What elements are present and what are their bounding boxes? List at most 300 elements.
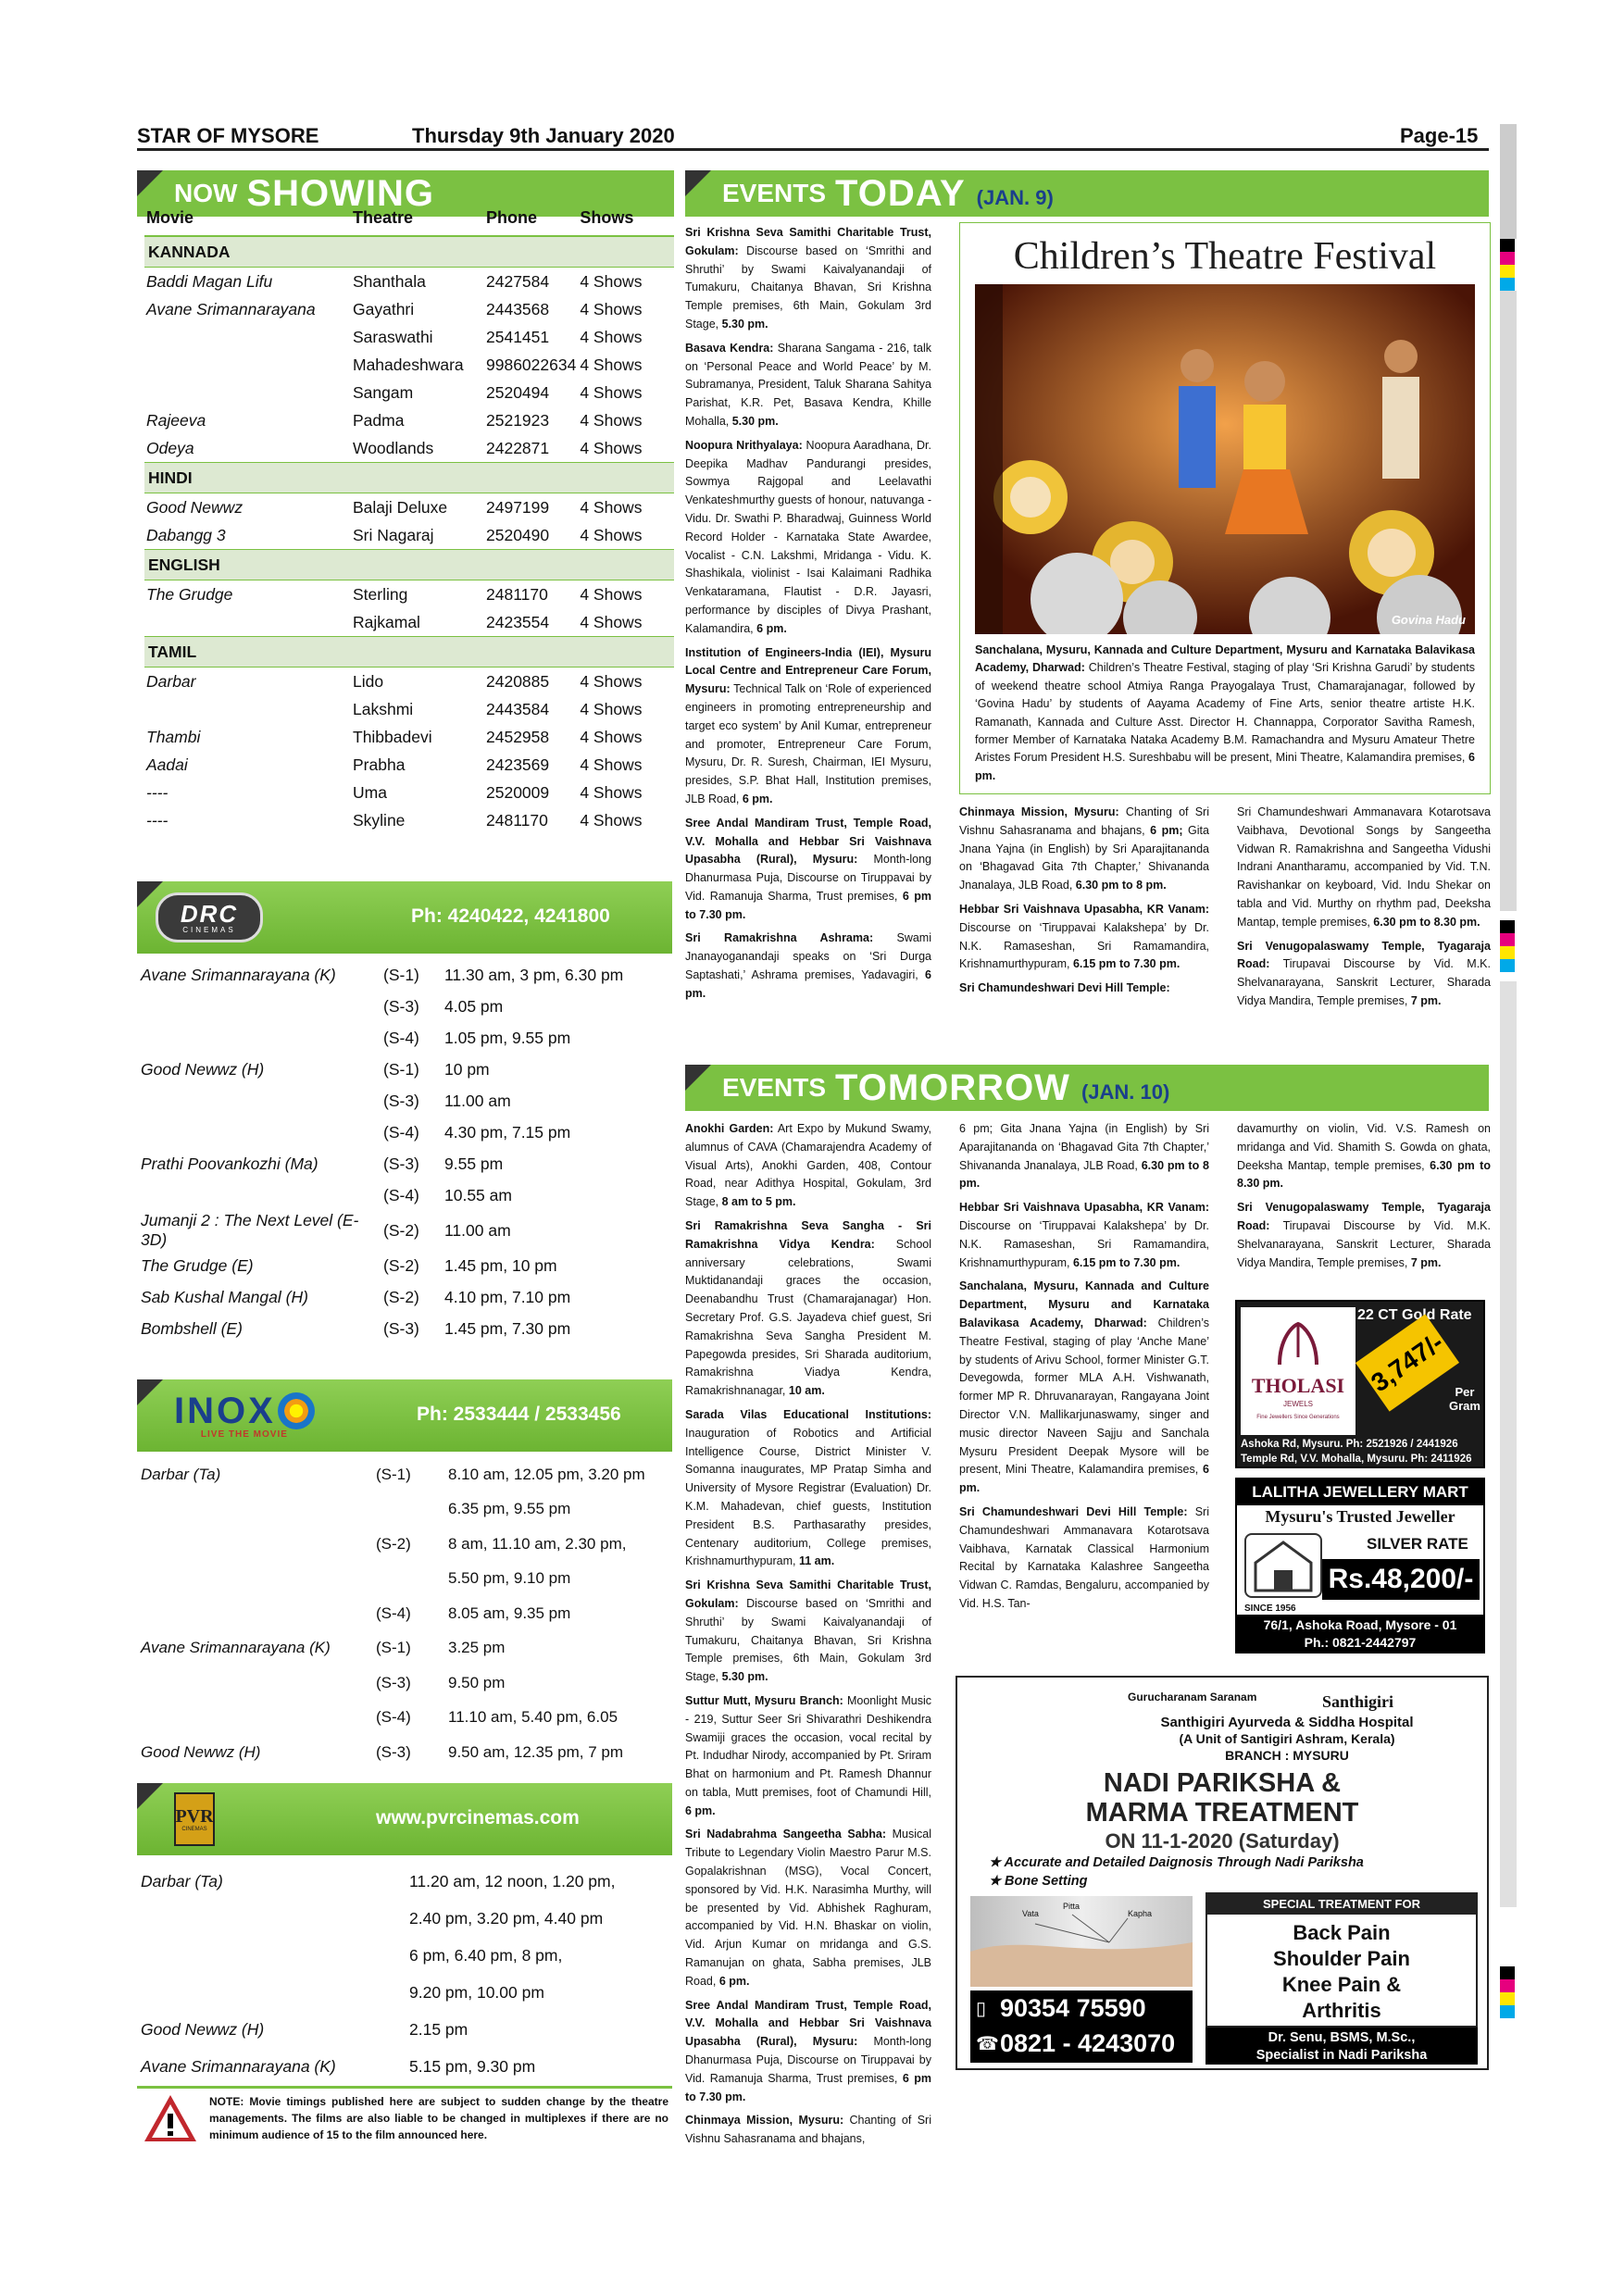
movie-name: Rajeeva bbox=[146, 411, 206, 430]
registration-mark-grey-3 bbox=[1500, 981, 1517, 1907]
movie-name: Jumanji 2 : The Next Level (E-3D) bbox=[141, 1211, 359, 1249]
showtime-row bbox=[137, 1735, 672, 1770]
silver-price: Rs.48,200/- bbox=[1322, 1559, 1480, 1600]
showtime-row bbox=[137, 2011, 672, 2048]
event-item bbox=[685, 1217, 931, 1401]
showtime-row bbox=[137, 1281, 672, 1313]
event-organizer: Sree Andal Mandiram Trust, Temple Road, V.V. Mohalla and Hebbar Sri Vaishnava Upasabha (Rural), Mysuru: bbox=[685, 1998, 931, 2049]
event-time: 6 pm. bbox=[756, 621, 787, 635]
theatre-phone: 2520494 bbox=[486, 383, 550, 402]
screen-number bbox=[372, 1492, 444, 1528]
show-times: 8 am, 11.10 am, 2.30 pm, bbox=[448, 1534, 627, 1553]
event-details-2: Gita Jnana Yajna (in English) by Sri Aparajitananda on ‘Bhagavad Gita 7th Chapter,’ Shivananda Jnanalaya, JLB Road, bbox=[959, 823, 1209, 892]
movie-name: Darbar (Ta) bbox=[141, 1465, 221, 1483]
movie-name: Thambi bbox=[146, 728, 201, 746]
event-organizer: Sri Ramakrishna Ashrama: bbox=[685, 931, 874, 945]
show-count: 4 Shows bbox=[580, 613, 643, 631]
show-count: 4 Shows bbox=[580, 526, 643, 544]
show-times: 6.35 pm, 9.55 pm bbox=[448, 1500, 571, 1518]
event-item bbox=[685, 644, 931, 809]
listing-row bbox=[144, 379, 674, 406]
showtime-row bbox=[137, 1457, 672, 1492]
event-organizer: Sri Krishna Seva Samithi Charitable Trust, Gokulam: bbox=[685, 1578, 931, 1610]
tholasi-logo-panel bbox=[1241, 1307, 1355, 1435]
event-item bbox=[685, 1692, 931, 1821]
treat-back: Back Pain bbox=[1293, 1921, 1391, 1944]
theatre-name: Sangam bbox=[353, 383, 414, 402]
event-item bbox=[685, 340, 931, 431]
event-details: Noopura Aaradhana, Dr. Deepika Madhav Pandurangi presides, Sowmya Rajgopal and Leelavathi Venkateshmurthy guests of honour, natuvanga - Vidu. Dr. Swathi P. Bharadwaj, Guinness World Record Holder - Karnataka State Awardee, Vocalist - C.N. Lakshmi, Mridanga - Vidu. K. Shashikala, violinist - Isai Kalaimani Radhika Venkataramana, Flautist - D.R. Jayasri, performance by disciples of Divya Prashant, Kalamandira, bbox=[685, 438, 931, 635]
doctor-name: Dr. Senu, BSMS, M.Sc., bbox=[1268, 2030, 1416, 2045]
event-organizer: Sri Chamundeshwari Devi Hill Temple: bbox=[959, 1504, 1188, 1518]
theatre-phone: 2422871 bbox=[486, 439, 550, 457]
screen-number: (S-3) bbox=[376, 1673, 411, 1691]
theatre-name: Woodlands bbox=[353, 439, 434, 457]
event-item bbox=[685, 1120, 931, 1212]
movie-name: Sab Kushal Mangal (H) bbox=[141, 1287, 308, 1306]
childrens-theatre-feature bbox=[959, 222, 1491, 794]
registration-mark-magenta bbox=[1500, 252, 1515, 265]
movie-name bbox=[137, 1022, 380, 1054]
event-time-2: 6.30 pm to 8 pm. bbox=[1075, 879, 1167, 892]
showtime-row bbox=[137, 1211, 672, 1250]
listing-row bbox=[144, 608, 674, 637]
event-time: 6.15 pm to 7.30 pm. bbox=[1072, 1255, 1181, 1269]
language-row bbox=[144, 463, 674, 493]
screen-number: (S-4) bbox=[376, 1708, 411, 1727]
theatre-name: Thibbadevi bbox=[353, 728, 432, 746]
event-details: davamurthy on violin, Vid. V.S. Ramesh on mridanga and Vid. Shamith S. Gowda on ghata, Deeksha Mantap, temple premises, bbox=[1237, 1122, 1491, 1172]
event-item bbox=[685, 930, 931, 1003]
special-label: SPECIAL TREATMENT FOR bbox=[1207, 1894, 1476, 1915]
theatre-name: Sterling bbox=[353, 585, 408, 604]
movie-name bbox=[144, 608, 351, 637]
theatre-phone: 2497199 bbox=[486, 498, 550, 517]
event-organizer: Sri Venugopalaswamy Temple, Tyagaraja Road: bbox=[1237, 939, 1491, 971]
theatre-phone: 2420885 bbox=[486, 672, 550, 691]
pvr-header bbox=[137, 1783, 672, 1855]
showtime-row bbox=[137, 1117, 672, 1148]
screen-number: (S-3) bbox=[383, 1318, 419, 1338]
event-time: 11 am. bbox=[798, 1554, 835, 1568]
event-organizer: Sri Chamundeshwari Devi Hill Temple: bbox=[959, 981, 1170, 995]
event-item bbox=[1237, 1120, 1491, 1193]
theatre-phone: 2541451 bbox=[486, 328, 550, 346]
registration-mark-black bbox=[1500, 239, 1515, 252]
event-time: 7 pm. bbox=[1410, 1255, 1442, 1269]
kapha-label: Kapha bbox=[1128, 1909, 1153, 1918]
paper-name: STAR OF MYSORE bbox=[137, 124, 319, 147]
screen-number: (S-2) bbox=[383, 1287, 419, 1306]
event-organizer: Basava Kendra: bbox=[685, 341, 774, 355]
show-count: 4 Shows bbox=[580, 272, 643, 291]
event-time: 6 pm; bbox=[1150, 823, 1183, 837]
marma-heading: MARMA TREATMENT bbox=[1085, 1798, 1359, 1828]
movie-name: Bombshell (E) bbox=[141, 1318, 243, 1338]
movie-name bbox=[144, 351, 351, 379]
event-organizer: Sri Krishna Seva Samithi Charitable Trust, Gokulam: bbox=[685, 226, 931, 257]
screen-number: (S-4) bbox=[383, 1028, 419, 1047]
event-time: 6 pm. bbox=[742, 792, 773, 805]
screen-number: (S-3) bbox=[376, 1742, 411, 1761]
lalitha-tagline: Mysuru's Trusted Jeweller bbox=[1265, 1507, 1455, 1526]
show-times: 10.55 am bbox=[444, 1185, 512, 1204]
event-organizer: Sri Ramakrishna Seva Sangha - Sri Ramakrishna Vidya Kendra: bbox=[685, 1218, 931, 1251]
show-times: 4.05 pm bbox=[444, 996, 504, 1016]
registration-mark-cyan-2 bbox=[1500, 959, 1515, 972]
events-today-col2 bbox=[959, 804, 1209, 1004]
feature-title: Children’s Theatre Festival bbox=[1013, 235, 1437, 278]
theatre-name: Skyline bbox=[353, 811, 406, 830]
event-organizer: Noopura Nrithyalaya: bbox=[685, 438, 803, 452]
theatre-phone: 2520490 bbox=[486, 526, 550, 544]
theatre-name: Prabha bbox=[353, 755, 406, 774]
event-item bbox=[685, 815, 931, 925]
theatre-name: Uma bbox=[353, 783, 387, 802]
event-organizer: Chinmaya Mission, Mysuru: bbox=[685, 2114, 844, 2128]
treatment-date: ON 11-1-2020 (Saturday) bbox=[1105, 1829, 1340, 1853]
event-details: Month-long Dhanurmasa Puja, Discourse on Tiruppavai by Vid. Ramanuja Sharma, Trust premises, bbox=[685, 853, 931, 903]
drc-phone: Ph: 4240422, 4241800 bbox=[411, 905, 610, 927]
movie-name bbox=[137, 1117, 380, 1148]
language-row bbox=[144, 550, 674, 580]
show-times: 9.50 pm bbox=[448, 1673, 506, 1691]
theatre-phone: 2443584 bbox=[486, 700, 550, 718]
col-shows: Shows bbox=[578, 206, 674, 236]
show-count: 4 Shows bbox=[580, 585, 643, 604]
tomorrow-label: TOMORROW bbox=[835, 1067, 1070, 1108]
lalitha-address: 76/1, Ashoka Road, Mysore - 01 bbox=[1263, 1617, 1457, 1632]
event-item bbox=[959, 1199, 1209, 1272]
tholasi-tagline: Fine Jewellers Since Generations bbox=[1256, 1415, 1340, 1420]
registration-mark-yellow-2 bbox=[1500, 946, 1515, 959]
event-organizer: Chinmaya Mission, Mysuru: bbox=[959, 805, 1119, 818]
show-count: 4 Shows bbox=[580, 439, 643, 457]
language-row bbox=[144, 637, 674, 668]
theatre-name: Rajkamal bbox=[353, 613, 420, 631]
showtime-row bbox=[137, 1937, 672, 1974]
caption-lead: Sanchalana, Mysuru, Kannada and Culture Department, Mysuru and Karnataka Balavikasa Academy, Dharwad: bbox=[975, 643, 1475, 675]
movie-name: The Grudge (E) bbox=[141, 1255, 254, 1275]
showtime-row bbox=[137, 1596, 672, 1631]
listing-row bbox=[144, 268, 674, 296]
treat-shoulder: Shoulder Pain bbox=[1273, 1947, 1410, 1970]
event-details: Art Expo by Mukund Swamy, alumnus of CAVA (Chamarajendra Academy of Visual Arts), Anokhi Garden, 408, Contour Road, near Adithya Hospital, Gokulam, 3rd Stage, bbox=[685, 1122, 931, 1209]
tholasi-brand-sub: JEWELS bbox=[1282, 1400, 1313, 1408]
event-details: Discourse based on ‘Smrithi and Shruthi’ by Swami Kaivalyanandaji of Tumakuru, Chaitanya Bhavan, Sri Krishna Temple premises, 6th Main, Gokulam 3rd Stage, bbox=[685, 243, 931, 331]
corner-mark bbox=[137, 1783, 163, 1809]
show-times: 1.05 pm, 9.55 pm bbox=[444, 1028, 571, 1047]
event-item bbox=[959, 1120, 1209, 1193]
pvr-logo-text: PVR bbox=[175, 1806, 214, 1827]
drc-logo bbox=[156, 892, 263, 942]
inox-logo-sub: LIVE THE MOVIE bbox=[200, 1429, 288, 1440]
event-time: 7 pm. bbox=[1410, 993, 1442, 1007]
show-times: 11.10 am, 5.40 pm, 6.05 bbox=[448, 1708, 618, 1727]
pvr-showtimes bbox=[137, 1863, 672, 2085]
theatre-phone: 2521923 bbox=[486, 411, 550, 430]
event-item bbox=[685, 1406, 931, 1571]
theatre-phone: 2452958 bbox=[486, 728, 550, 746]
movie-name: Darbar bbox=[146, 672, 196, 691]
show-times: 9.50 am, 12.35 pm, 7 pm bbox=[448, 1742, 623, 1761]
event-details: Discourse on ‘Tiruppavai Kalakshepa’ by Dr. N.K. Ramaseshan, Sri Ramamandira, Krishnamurthypuram, bbox=[959, 920, 1209, 971]
show-count: 4 Shows bbox=[580, 728, 643, 746]
registration-mark-black-3 bbox=[1500, 1966, 1515, 1979]
event-time: 6 pm. bbox=[685, 1803, 716, 1817]
now-label: NOW bbox=[174, 179, 238, 207]
listing-row bbox=[144, 695, 674, 723]
pvr-box bbox=[137, 1783, 672, 2085]
movie-name: Dabangg 3 bbox=[146, 526, 226, 544]
show-times: 1.45 pm, 10 pm bbox=[444, 1255, 557, 1275]
theatre-name: Lido bbox=[353, 672, 384, 691]
theatre-phone: 2423554 bbox=[486, 613, 550, 631]
event-time: 8 am to 5 pm. bbox=[721, 1195, 796, 1209]
pulse-photo bbox=[970, 1896, 1193, 1987]
event-details: Musical Tribute to Legendary Violin Maestro Parur M.S. Gopalakrishnan (MSG), Vocal Concert, sponsored by Vid. H.K. Narasimha Murthy, will be presented by Vid. Abhishek Raghuram, accompanied by Vid. H.N. Bhaskar on violin, Vid. Arjun Kumar on mridanga and G.S. Ramanujan on ghata, Sabha premises, JLB Road, bbox=[685, 1828, 932, 1988]
movie-name: The Grudge bbox=[146, 585, 233, 604]
event-time: 6.15 pm to 7.30 pm. bbox=[1072, 957, 1181, 971]
event-time: 10 am. bbox=[788, 1384, 825, 1398]
caption-time: 6 pm. bbox=[975, 751, 1475, 782]
warning-icon bbox=[143, 2093, 198, 2143]
showtime-row bbox=[137, 1863, 672, 1900]
event-item bbox=[959, 980, 1209, 998]
bullet-diagnosis: ★ Accurate and Detailed Daignosis Through Nadi Pariksha bbox=[989, 1855, 1364, 1870]
movie-name: Prathi Poovankozhi (Ma) bbox=[141, 1154, 319, 1173]
movie-name bbox=[137, 991, 380, 1022]
theatre-phone: 2520009 bbox=[486, 783, 550, 802]
theatre-name: Sri Nagaraj bbox=[353, 526, 434, 544]
show-times: 9.55 pm bbox=[444, 1154, 504, 1173]
screen-number: (S-1) bbox=[383, 965, 419, 984]
registration-mark-yellow-3 bbox=[1500, 1992, 1515, 2005]
col-phone: Phone bbox=[484, 206, 578, 236]
event-time: 6 pm. bbox=[959, 1463, 1209, 1495]
screen-number: (S-4) bbox=[383, 1122, 419, 1142]
listing-row bbox=[144, 406, 674, 434]
showtime-row bbox=[137, 991, 672, 1022]
language-label: ENGLISH bbox=[144, 550, 674, 580]
today-date: (JAN. 9) bbox=[976, 186, 1054, 209]
listing-row bbox=[144, 723, 674, 751]
photo-credit: Govina Hadu bbox=[1391, 613, 1466, 627]
event-organizer: Institution of Engineers-India (IEI), Mysuru Local Centre and Entrepreneur Care Forum, Mysuru: bbox=[685, 645, 931, 696]
event-details: Children’s Theatre Festival, staging of play ‘Anche Mane’ by students of Arivu School, former Minister G.T. Devegowda, former MLA A.H. Vishwanath, former MP R. Dhruvanarayan, Rangayana Joint Director V.N. Mallikarjunaswamy, singer and music director Naveen Sajju and Sanchala Mysuru President Deepak Mysore will be present, Mini Theatre, Kalamandira premises, bbox=[959, 1316, 1210, 1477]
movie-name: Good Newwz bbox=[146, 498, 244, 517]
events-label-2: EVENTS bbox=[722, 1073, 827, 1102]
show-times: 2.40 pm, 3.20 pm, 4.40 pm bbox=[409, 1908, 604, 1928]
col-movie: Movie bbox=[144, 206, 351, 236]
event-details: Tirupavai Discourse by Vid. M.K. Shelvanarayana, Sanskrit Lecturer, Sharada Vidya Mandira, Temple premises, bbox=[1237, 957, 1491, 1007]
registration-mark-grey bbox=[1500, 124, 1517, 239]
inox-showtimes bbox=[137, 1457, 672, 1770]
event-details: Chanting of Sri Vishnu Sahasranama and bhajans, bbox=[959, 805, 1209, 837]
col-theatre: Theatre bbox=[351, 206, 484, 236]
corner-mark bbox=[137, 1379, 163, 1405]
listing-row bbox=[144, 434, 674, 463]
pvr-logo-sub: CINEMAS bbox=[181, 1827, 207, 1832]
showtime-row bbox=[137, 1022, 672, 1054]
listing-row bbox=[144, 295, 674, 323]
theatre-name: Balaji Deluxe bbox=[353, 498, 448, 517]
showtime-row bbox=[137, 1179, 672, 1211]
show-times: 11.20 am, 12 noon, 1.20 pm, bbox=[409, 1871, 616, 1890]
showtime-row bbox=[137, 1148, 672, 1179]
movie-name bbox=[137, 1974, 406, 2011]
movie-name: Odeya bbox=[146, 439, 194, 457]
event-time: 6 pm. bbox=[718, 1974, 750, 1988]
events-today-header bbox=[685, 170, 1489, 217]
events-today-col1 bbox=[685, 224, 931, 1009]
movie-name bbox=[137, 1562, 372, 1597]
mobile-icon: ▯ bbox=[976, 1998, 987, 2019]
event-item bbox=[685, 1997, 931, 2107]
corner-mark bbox=[685, 1065, 711, 1091]
event-item bbox=[685, 437, 931, 639]
screen-number: (S-2) bbox=[376, 1534, 411, 1553]
show-count: 4 Shows bbox=[580, 383, 643, 402]
per-gram: Per Gram bbox=[1449, 1385, 1480, 1413]
bullet-bone: ★ Bone Setting bbox=[989, 1874, 1088, 1889]
header-rule bbox=[137, 148, 1489, 151]
registration-mark-magenta-3 bbox=[1500, 1979, 1515, 1992]
tholasi-address-2: Temple Rd, V.V. Mohalla, Mysuru. Ph: 2411926 bbox=[1241, 1454, 1472, 1465]
movie-name bbox=[137, 1179, 380, 1211]
theatre-name: Padma bbox=[353, 411, 405, 430]
treat-knee: Knee Pain & bbox=[1281, 1973, 1402, 1996]
now-showing-table bbox=[144, 206, 674, 834]
inox-sun-icon bbox=[278, 1392, 315, 1429]
temple-logo bbox=[1244, 1533, 1322, 1598]
language-label: KANNADA bbox=[144, 236, 674, 268]
santhi-line1: Gurucharanam Saranam bbox=[1128, 1691, 1257, 1703]
showtime-row bbox=[137, 1974, 672, 2011]
event-details: Swami Jnanayoganandaji speaks on ‘Sri Durga Saptashati,’ Ashrama premises, Yadavagiri, bbox=[685, 931, 931, 982]
events-tomorrow-col3 bbox=[1237, 1120, 1491, 1278]
showtime-row bbox=[137, 1250, 672, 1281]
show-count: 4 Shows bbox=[580, 328, 643, 346]
theatre-name: Gayathri bbox=[353, 300, 415, 318]
movie-name: Avane Srimannarayana (K) bbox=[141, 2056, 336, 2076]
screen-number: (S-2) bbox=[383, 1220, 419, 1240]
movie-name bbox=[137, 1085, 380, 1117]
movie-name: Baddi Magan Lifu bbox=[146, 272, 273, 291]
registration-mark-yellow bbox=[1500, 265, 1515, 278]
movie-name bbox=[137, 1666, 372, 1701]
event-organizer: Sarada Vilas Educational Institutions: bbox=[685, 1407, 931, 1421]
showtime-row bbox=[137, 1666, 672, 1701]
events-label: EVENTS bbox=[722, 179, 827, 207]
showtime-row bbox=[137, 1313, 672, 1344]
event-details: School anniversary celebrations, Swami Muktidanandaji graces the occasion, Deenabandhu Trust (Chamarajanagar) Hon. Secretary Prof. G.S. Jayadeva chief guest, Sri Ramakrishna Seva Sangha President M. Papegowda presides, Sri Sharada auditorium, Ramakrishna Viadya Kendra, Ramakrishnanagar, bbox=[685, 1237, 932, 1398]
vata-label: Vata bbox=[1022, 1909, 1039, 1918]
drc-logo-sub: CINEMAS bbox=[182, 925, 236, 934]
event-details: 6 pm; Gita Jnana Yajna (in English) by Sri Aparajitananda on ‘Bhagavad Gita 7th Chapter,’ Shivananda Jnanalaya, JLB Road, bbox=[959, 1122, 1209, 1172]
event-time: 6.30 pm to 8 pm. bbox=[959, 1158, 1209, 1191]
santhigiri-ad bbox=[956, 1676, 1489, 2070]
theatre-name: Shanthala bbox=[353, 272, 426, 291]
movie-name: Avane Srimannarayana bbox=[146, 300, 316, 318]
event-time: 6.30 pm to 8.30 pm. bbox=[1373, 915, 1480, 929]
event-details: Sharana Sangama - 216, talk on ‘Personal Peace and World Peace’ by M. Subramanya, President, Taluk Sharana Sahitya Parishat, K.R. Pet, Basava Kendra, Khille Mohalla, bbox=[685, 341, 932, 428]
show-count: 4 Shows bbox=[580, 300, 643, 318]
event-details: Chanting of Sri Vishnu Sahasranama and bhajans, bbox=[685, 2114, 931, 2146]
caption-body: Children’s Theatre Festival, staging of play ‘Sri Krishna Garudi’ by students of weekend theatre school Atmiya Ranga Prayogalaya Trust, Chamarajanagar, followed by ‘Govina Hadu’ by students of Aayama Academy of Fine Arts, senior theatre artiste H.K. Ramanath, Kannada and Culture Asst. Director H. Channappa, Corporator Savitha Ramesh, former Member of Karnataka Nataka Academy B.M. Ramachandra and Mysuru Amateur Thetre Aristes Forum President H.S. Sureshbabu will be present, Mini Theatre, Kalamandira premises, bbox=[975, 661, 1475, 765]
theatre-phone: 2443568 bbox=[486, 300, 550, 318]
santhi-hospital: Santhigiri Ayurveda & Siddha Hospital bbox=[1160, 1715, 1414, 1730]
event-item bbox=[1237, 804, 1491, 932]
listing-row bbox=[144, 806, 674, 834]
listing-row bbox=[144, 493, 674, 522]
show-times: 4.10 pm, 7.10 pm bbox=[444, 1287, 571, 1306]
show-times: 9.20 pm, 10.00 pm bbox=[409, 1982, 544, 2002]
drc-cinemas-box bbox=[137, 881, 672, 1344]
santhi-landline[interactable]: 0821 - 4243070 bbox=[1000, 2028, 1176, 2057]
show-times: 10 pm bbox=[444, 1059, 490, 1079]
movie-name: Good Newwz (H) bbox=[141, 2019, 265, 2039]
feature-caption bbox=[975, 642, 1475, 785]
movie-name bbox=[137, 1527, 372, 1562]
show-count: 4 Shows bbox=[580, 411, 643, 430]
registration-mark-black-2 bbox=[1500, 920, 1515, 933]
event-details: Sri Chamundeshwari Ammanavara Kotarotsava Vaibhava, Devotional Songs by Sangeetha Vidwan R. Ramakrishna and Sangeetha Vidushi Indrani Anantharamu, accompanied by Vid. T.N. Ravishankar on keyboard, Vid. Indu Shekar on tabla and Vid. Murthy on rhythm pad, Deeksha Mantap, temple premises, bbox=[1237, 805, 1491, 929]
corner-mark bbox=[137, 881, 163, 907]
stage-photo bbox=[975, 284, 1475, 634]
doctor-box bbox=[1206, 2028, 1478, 2065]
event-item bbox=[959, 1504, 1209, 1614]
theatre-name: Mahadeshwara bbox=[353, 356, 464, 374]
show-count: 4 Shows bbox=[580, 783, 643, 802]
tomorrow-date: (JAN. 10) bbox=[1081, 1080, 1170, 1104]
show-times: 11.30 am, 3 pm, 6.30 pm bbox=[444, 965, 624, 984]
inox-phone: Ph: 2533444 / 2533456 bbox=[417, 1404, 621, 1425]
event-item bbox=[685, 2112, 931, 2149]
pvr-website[interactable]: www.pvrcinemas.com bbox=[376, 1807, 580, 1828]
show-times: 5.50 pm, 9.10 pm bbox=[448, 1569, 571, 1588]
lalitha-head: LALITHA JEWELLERY MART bbox=[1237, 1479, 1483, 1505]
event-time: 6 pm to 7.30 pm. bbox=[685, 889, 931, 921]
events-tomorrow-col1 bbox=[685, 1120, 931, 2154]
inox-logo bbox=[174, 1392, 315, 1440]
inox-header bbox=[137, 1379, 672, 1452]
event-organizer: Sree Andal Mandiram Trust, Temple Road, V.V. Mohalla and Hebbar Sri Vaishnava Upasabha (Rural), Mysuru: bbox=[685, 816, 931, 867]
listing-row bbox=[144, 580, 674, 609]
movie-name: Avane Srimannarayana (K) bbox=[141, 965, 336, 984]
tholasi-jewels-ad bbox=[1235, 1300, 1485, 1468]
movie-name: Aadai bbox=[146, 755, 188, 774]
santhi-unit: (A Unit of Santigiri Ashram, Kerala) bbox=[1179, 1731, 1395, 1746]
event-organizer: Sri Venugopalaswamy Temple, Tyagaraja Road: bbox=[1237, 1201, 1491, 1232]
movie-name bbox=[144, 379, 351, 406]
registration-mark-magenta-2 bbox=[1500, 933, 1515, 946]
events-today-col3 bbox=[1237, 804, 1491, 1017]
santhi-mobile[interactable]: 90354 75590 bbox=[1000, 1993, 1146, 2022]
event-details: Inauguration of Robotics and Artificial Intelligence Course, District Minister V. Somanna inaugurates, MP Pratap Simha and University of Mysore Registrar (Evaluation) Dr. K.M. Mahadevan, chief guests, Institution President B.S. Parthasarathy presides, Centenary auditorium, College premises, Krishnamurthypuram, bbox=[685, 1426, 931, 1568]
page-number: Page-15 bbox=[1400, 124, 1479, 147]
price-tag bbox=[1355, 1314, 1459, 1411]
gold-price: 3,747/- bbox=[1366, 1327, 1449, 1398]
theatre-phone: 2423569 bbox=[486, 755, 550, 774]
tholasi-brand: THOLASI bbox=[1251, 1374, 1345, 1397]
movie-name: Darbar (Ta) bbox=[141, 1871, 223, 1890]
event-organizer: Sanchalana, Mysuru, Kannada and Culture Department, Mysuru and Karnataka Balavikasa Academy, Dharwad: bbox=[959, 1279, 1209, 1329]
theatre-phone: 2481170 bbox=[486, 585, 548, 604]
screen-number: (S-3) bbox=[383, 996, 419, 1016]
event-details: Moonlight Music - 219, Suttur Seer Sri Shivarathri Deshikendra Swamiji graces the occasion, vocal recital by Pt. Indudhar Nirody, accompanied by Pt. Sriram Bhat on harmonium and Pt. Ramesh Dhannur on tabla, Mutt premises, foot of Chamundi Hill, bbox=[685, 1693, 931, 1799]
event-item bbox=[685, 1826, 931, 1990]
